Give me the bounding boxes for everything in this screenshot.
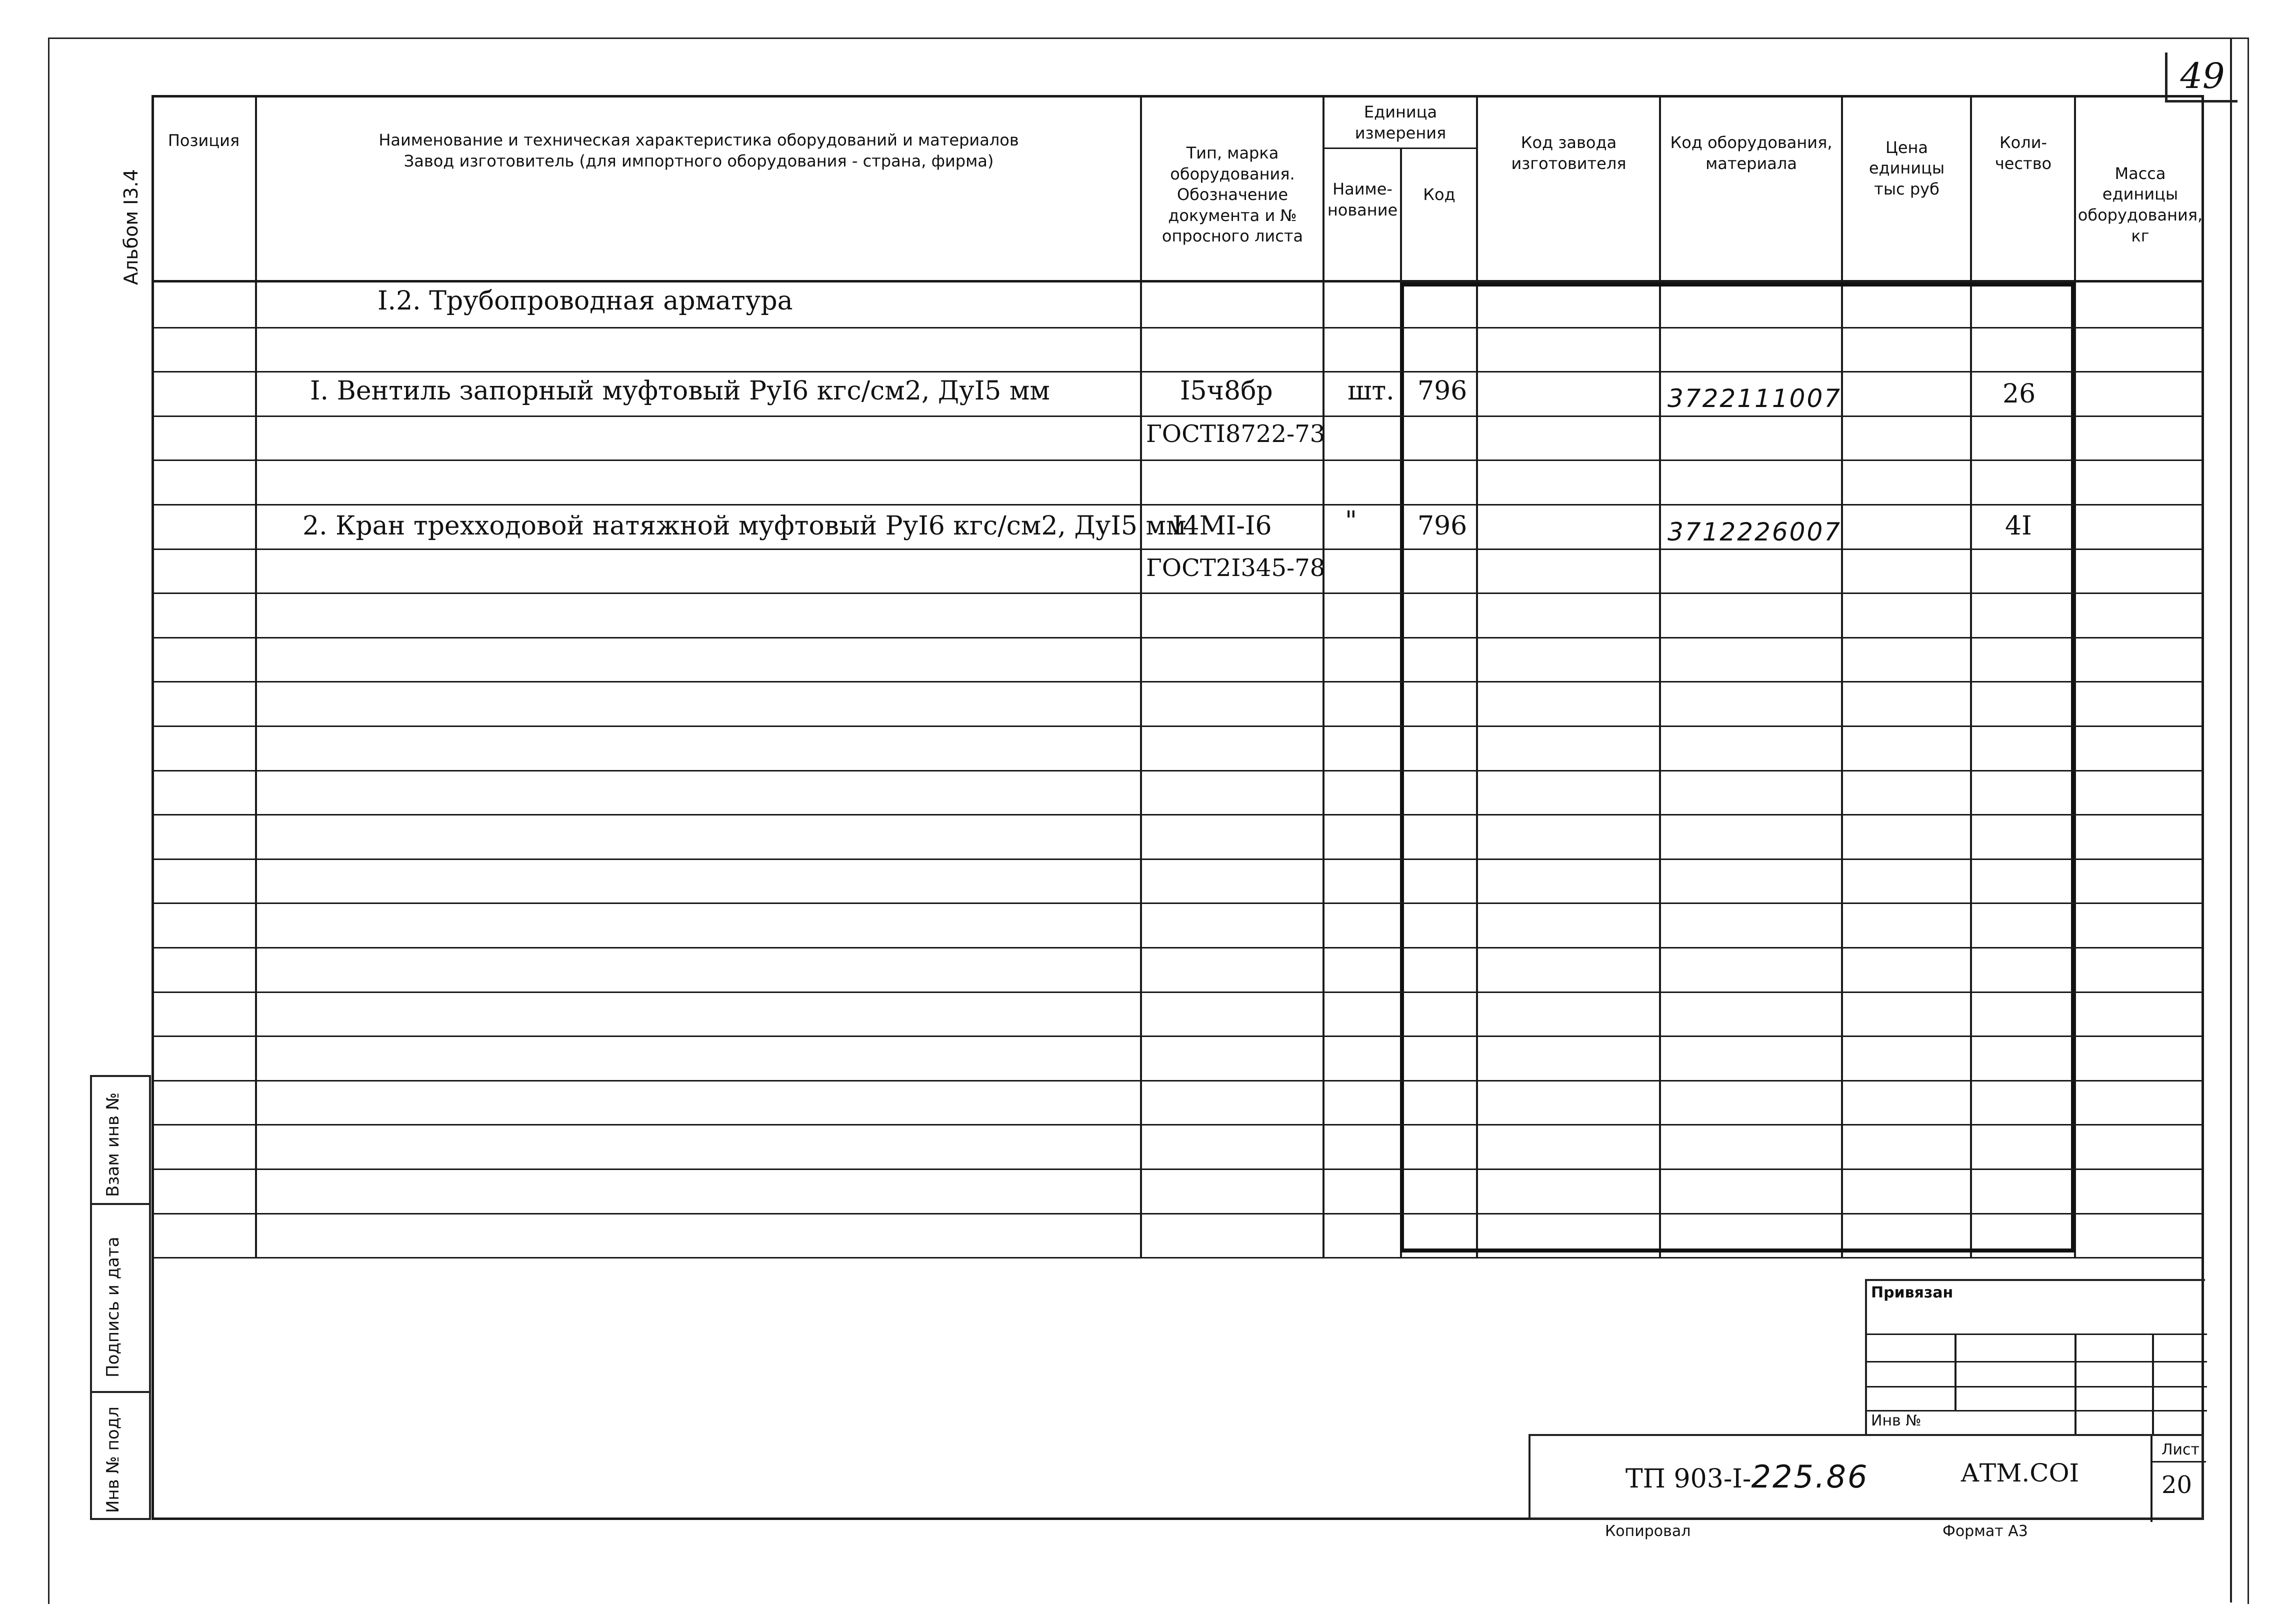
list-label: Лист	[2162, 1441, 2200, 1458]
privyazan-col	[2152, 1334, 2154, 1436]
table-row-line	[152, 371, 2204, 372]
item-2-unit: "	[1345, 506, 1357, 536]
doc-code: АТМ.COI	[1960, 1458, 2080, 1488]
item-2-code: 796	[1418, 511, 1468, 541]
item-1-doc: ГОСТI8722-73	[1146, 420, 1326, 448]
table-row-line	[152, 592, 2204, 594]
header-unit-name: Наиме- нование	[1327, 180, 1398, 220]
table-row-line	[152, 858, 2204, 860]
table-row-line	[152, 681, 2204, 682]
side-vzam	[90, 1075, 151, 1205]
doc-number-print: ТП 903-I-	[1626, 1464, 1752, 1494]
table-row-line	[152, 726, 2204, 727]
item-1-quantity: 26	[2002, 379, 2036, 409]
header-quantity: Коли- чество	[1994, 133, 2052, 173]
side-podpis-label: Подпись и дата	[103, 1236, 123, 1378]
code-box	[1400, 282, 2075, 1252]
header-equipment-code: Код оборудования, материала	[1670, 133, 1832, 173]
list-value: 20	[2162, 1471, 2192, 1499]
header-position: Позиция	[168, 131, 240, 150]
side-inv	[90, 1391, 151, 1520]
item-1-unit: шт.	[1348, 376, 1394, 406]
table-row-line	[152, 637, 2204, 638]
table-row-line	[152, 460, 2204, 461]
header-price: Цена единицы тыс руб	[1868, 138, 1945, 198]
table-row-line	[152, 1036, 2204, 1037]
album-text: Альбом I3.4	[120, 169, 142, 285]
side-inv-label: Инв № подл	[103, 1406, 123, 1513]
doc-number	[1626, 1458, 1868, 1495]
table-row-line	[152, 1213, 2204, 1214]
table-row-line	[152, 992, 2204, 993]
table-row-line	[152, 770, 2204, 772]
table-row-line	[152, 1168, 2204, 1170]
list-col	[2150, 1436, 2152, 1522]
item-1-name: I. Вентиль запорный муфтовый РуI6 кгс/см2, ДуI5 мм	[310, 376, 1050, 406]
item-1-code: 796	[1418, 376, 1468, 406]
privyazan-line	[1867, 1386, 2207, 1388]
header-unit-code: Код	[1423, 185, 1456, 204]
privyazan-label: Привязан	[1871, 1284, 1954, 1302]
table-row-line	[152, 1124, 2204, 1126]
privyazan-line	[1867, 1361, 2207, 1362]
col-line	[1140, 95, 1142, 1258]
sheet-marker: 49	[2165, 52, 2238, 102]
privyazan-block	[1865, 1279, 2205, 1435]
item-1-equipment-code: 3722111007	[1668, 384, 1842, 413]
privyazan-col	[1954, 1334, 1956, 1411]
side-vzam-label: Взам инв №	[103, 1092, 123, 1197]
privyazan-col	[2074, 1334, 2076, 1436]
table-row-line	[152, 548, 2204, 550]
item-2-equipment-code: 3712226007	[1668, 518, 1842, 546]
col-line	[1322, 95, 1324, 1258]
inv-no-label: Инв №	[1871, 1412, 1922, 1430]
header-type: Тип, марка оборудования. Обозначение документа и № опросного листа	[1162, 144, 1304, 246]
item-2-name: 2. Кран трехходовой натяжной муфтовый РуI6 кгс/см2, ДуI5 мм	[302, 511, 1186, 541]
item-2-doc: ГОСТ2I345-78	[1146, 554, 1326, 582]
table-row-line	[152, 1257, 2204, 1258]
section-title: I.2. Трубопроводная арматура	[378, 286, 793, 316]
page-right-edge	[2230, 38, 2232, 1602]
header-unit-group: Единица измерения	[1354, 102, 1446, 142]
privyazan-line	[1867, 1334, 2207, 1335]
copied-label: Копировал	[1605, 1522, 1691, 1540]
title-stamp	[1528, 1434, 2204, 1520]
item-2-quantity: 4I	[2005, 511, 2032, 541]
table-row-line	[152, 1080, 2204, 1082]
header-mass: Масса единицы оборудования, кг	[2078, 164, 2203, 246]
col-line	[255, 95, 257, 1258]
item-2-type: I4MI-I6	[1172, 511, 1272, 541]
album-label	[115, 145, 145, 295]
table-row-line	[152, 416, 2204, 417]
table-row-line	[152, 814, 2204, 816]
format-label: Формат А3	[1942, 1522, 2028, 1540]
table-row-line	[152, 902, 2204, 904]
item-1-type: I5ч8бр	[1180, 376, 1273, 406]
side-podpis	[90, 1203, 151, 1393]
header-factory-code: Код завода изготовителя	[1511, 133, 1626, 173]
list-divider	[2150, 1461, 2206, 1462]
table-row-line	[152, 504, 2204, 506]
header-name: Наименование и техническая характеристика оборудований и материалов Завод изготовитель (для импортного оборудования - страна, фирма)	[378, 130, 1019, 170]
table-row-line	[152, 947, 2204, 948]
doc-number-hand: 225.86	[1751, 1458, 1869, 1495]
table-row-line	[152, 327, 2204, 328]
privyazan-line	[1867, 1410, 2207, 1412]
